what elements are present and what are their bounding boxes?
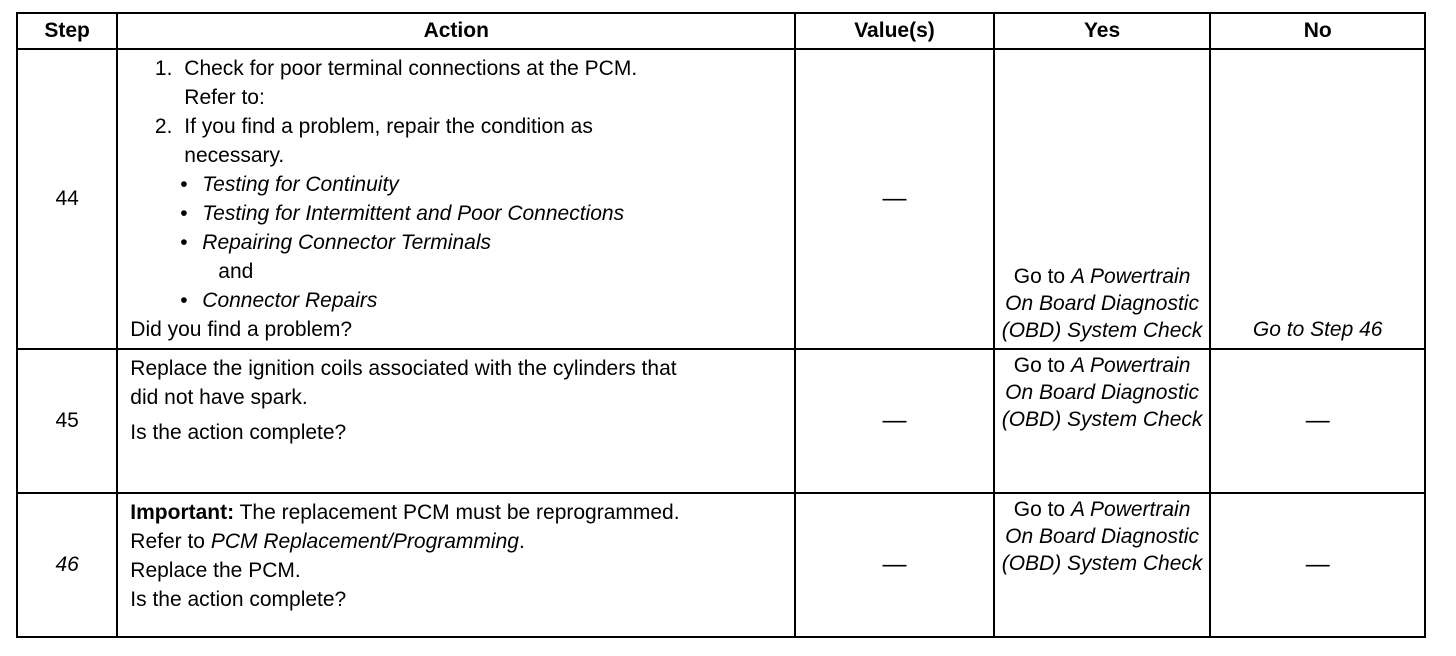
table-header-row	[17, 13, 1425, 49]
header-yes: Yes	[994, 13, 1211, 49]
yes-cell: Go to A Powertrain On Board Diagnostic (OBD) System Check	[994, 49, 1211, 349]
yes-link[interactable]: A Powertrain On Board Diagnostic (OBD) System Check	[1001, 354, 1203, 431]
table-row	[17, 49, 1425, 349]
table-row	[17, 349, 1425, 493]
no-cell: —	[1210, 493, 1425, 637]
reference-link[interactable]: PCM Replacement/Programming	[210, 530, 519, 553]
yes-cell: Go to A Powertrain On Board Diagnostic (OBD) System Check	[994, 349, 1211, 493]
table-row	[17, 493, 1425, 637]
step-number: 44	[17, 49, 117, 349]
value-cell: —	[795, 49, 994, 349]
question-text: Is the action complete?	[130, 588, 347, 611]
header-step: Step	[17, 13, 117, 49]
header-values: Value(s)	[795, 13, 994, 49]
action-cell: Important: The replacement PCM must be reprogrammed. Refer to PCM Replacement/Programming. Replace the PCM. Is the action complete?	[117, 493, 795, 637]
action-cell	[117, 49, 795, 349]
step-number: 46	[17, 493, 117, 637]
reference-link[interactable]: • Testing for Continuity	[180, 173, 399, 196]
value-cell: —	[795, 349, 994, 493]
yes-link[interactable]: A Powertrain On Board Diagnostic (OBD) System Check	[1001, 498, 1203, 575]
reference-list	[130, 286, 786, 315]
no-cell[interactable]: Go to Step 46	[1210, 49, 1425, 349]
value-cell: —	[795, 493, 994, 637]
question-text: Is the action complete?	[130, 421, 347, 444]
step-number: 45	[17, 349, 117, 493]
question-text: Did you find a problem?	[130, 318, 353, 341]
important-label: Important:	[130, 501, 235, 524]
reference-link[interactable]: • Repairing Connector Terminals	[180, 231, 491, 254]
header-action: Action	[117, 13, 795, 49]
yes-cell: Go to A Powertrain On Board Diagnostic (OBD) System Check	[994, 493, 1211, 637]
action-step: 1. Check for poor terminal connections at the PCM. Refer to:	[178, 54, 786, 112]
reference-link[interactable]: • Connector Repairs	[180, 289, 378, 312]
yes-link[interactable]: A Powertrain On Board Diagnostic (OBD) System Check	[1001, 265, 1203, 342]
and-text: and	[218, 260, 254, 283]
reference-list	[130, 170, 786, 257]
action-steps	[130, 54, 786, 170]
header-no: No	[1210, 13, 1425, 49]
reference-link[interactable]: • Testing for Intermittent and Poor Connections	[180, 202, 625, 225]
diagnostic-table	[16, 12, 1426, 638]
no-cell: —	[1210, 349, 1425, 493]
action-step: 2. If you find a problem, repair the condition as necessary.	[178, 112, 786, 170]
action-cell: Replace the ignition coils associated with the cylinders that did not have spark. Is the action complete?	[117, 349, 795, 493]
